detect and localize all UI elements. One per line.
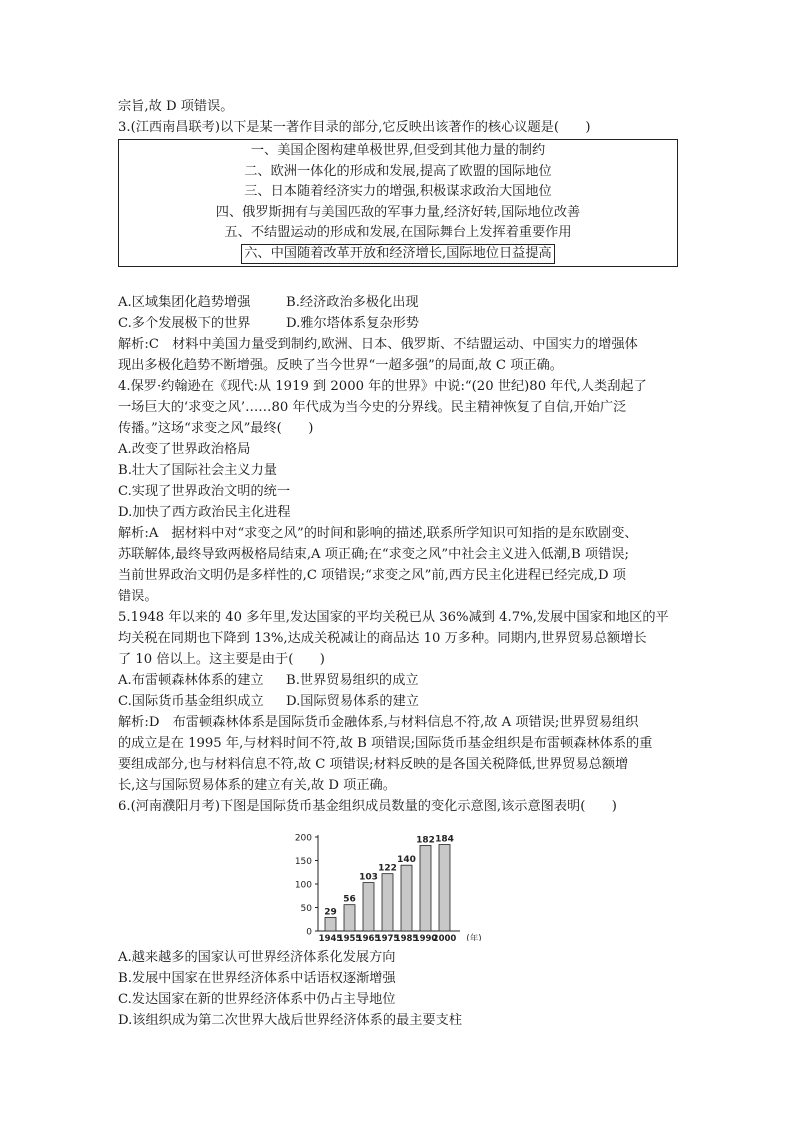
q3-contents-box <box>118 139 678 267</box>
y-tick-label: 150 <box>294 856 312 867</box>
x-tick-label: 1975 <box>375 933 400 941</box>
q3-box-line: 五、不结盟运动的形成和发展,在国际舞台上发挥着重要作用 <box>224 225 572 240</box>
q6-stem: 6.(河南濮阳月考)下图是国际货币基金组织成员数量的变化示意图,该示意图表明( ) <box>118 798 617 814</box>
data-label: 182 <box>416 834 435 845</box>
q4-analysis-line: 当前世界政治文明仍是多样性的,C 项错误;“求变之风”前,西方民主化进程已经完成,D 项 <box>118 567 626 583</box>
option-c[interactable]: C.国际货币基金组织成立 <box>118 693 264 709</box>
option-d[interactable]: D.国际贸易体系的建立 <box>286 693 419 709</box>
bar <box>344 904 355 930</box>
option-a[interactable]: A.改变了世界政治格局 <box>118 441 251 457</box>
y-tick-label: 100 <box>294 880 312 890</box>
bar <box>363 882 374 930</box>
y-tick-label: 200 <box>294 833 312 843</box>
bar-chart <box>118 819 680 941</box>
q5-analysis-line: 的成立是在 1995 年,与材料时间不符,故 B 项错误;国际货币基金组织是布雷顿森林体系的重 <box>118 735 653 751</box>
option-c[interactable]: C.发达国家在新的世界经济体系中仍占主导地位 <box>118 991 396 1007</box>
lead-text: 宗旨,故 D 项错误。 <box>118 99 234 114</box>
q3-box-line: 一、美国企图构建单极世界,但受到其他力量的制约 <box>250 143 546 158</box>
option-b[interactable]: B.壮大了国际社会主义力量 <box>118 462 277 478</box>
q3-options-row <box>118 292 680 313</box>
x-tick-label: 1985 <box>394 933 419 941</box>
data-label: 56 <box>343 894 356 905</box>
bar <box>420 845 431 931</box>
data-label: 184 <box>435 834 454 845</box>
x-axis-label: (年) <box>466 933 482 941</box>
option-a[interactable]: A.布雷顿森林体系的建立 <box>118 672 264 688</box>
q4-stem-line: 4.保罗·约翰逊在《现代:从 1919 到 2000 年的世界》中说:“(20 世纪)80 年代,人类刮起了 <box>118 378 647 394</box>
option-b[interactable]: B.经济政治多极化出现 <box>286 294 419 310</box>
option-b[interactable]: B.发展中国家在世界经济体系中话语权逐渐增强 <box>118 970 396 986</box>
bar <box>401 865 412 931</box>
chart-container <box>118 819 680 941</box>
q4-analysis-line: 解析:A 据材料中对“求变之风”的时间和影响的描述,联系所学知识可知指的是东欧剧变、 <box>118 525 638 541</box>
q4-stem-line: 一场巨大的‘求变之风’……80 年代成为当今史的分界线。民主精神恢复了自信,开始广泛 <box>118 399 627 415</box>
page <box>118 96 680 1031</box>
bar <box>439 844 450 930</box>
option-a[interactable]: A.越来越多的国家认可世界经济体系化发展方向 <box>118 949 396 965</box>
data-label: 29 <box>324 906 337 917</box>
x-tick-label: 1965 <box>356 933 381 941</box>
data-label: 122 <box>378 863 397 874</box>
x-tick-label: 1945 <box>318 933 343 941</box>
x-tick-label: 2000 <box>432 933 457 941</box>
q5-analysis-line: 要组成部分,也与材料信息不符,故 C 项错误;材料反映的是各国关税降低,世界贸易总额增 <box>118 756 629 772</box>
q3-box-line: 二、欧洲一体化的形成和发展,提高了欧盟的国际地位 <box>244 163 552 179</box>
data-label: 140 <box>397 854 416 865</box>
bar <box>325 917 336 931</box>
x-tick-label: 1955 <box>337 933 362 941</box>
q3-analysis-line: 现出多极化趋势不断增强。反映了当今世界“一超多强”的局面,故 C 项正确。 <box>118 357 563 373</box>
option-c[interactable]: C.多个发展极下的世界 <box>118 315 251 331</box>
q5-options-row <box>118 670 680 691</box>
option-b[interactable]: B.世界贸易组织的成立 <box>286 672 419 688</box>
q3-analysis-line: 解析:C 材料中美国力量受到制约,欧洲、日本、俄罗斯、不结盟运动、中国实力的增强体 <box>118 336 638 352</box>
y-tick-label: 0 <box>306 927 312 937</box>
y-tick-label: 50 <box>300 903 312 914</box>
option-d[interactable]: D.加快了西方政治民主化进程 <box>118 504 291 520</box>
q3-box-line-boxed: 六、中国随着改革开放和经济增长,国际地位日益提高 <box>241 244 555 264</box>
q5-options-row <box>118 691 680 712</box>
q4-analysis-line: 苏联解体,最终导致两极格局结束,A 项正确;在“求变之风”中社会主义进入低潮,B 项错误; <box>118 546 629 562</box>
q3-box-line: 四、俄罗斯拥有与美国匹敌的军事力量,经济好转,国际地位改善 <box>215 204 581 220</box>
q4-analysis-line: 错误。 <box>118 588 158 604</box>
q5-analysis-line: 长,这与国际贸易体系的建立有关,故 D 项正确。 <box>118 777 396 793</box>
q3-stem: 3.(江西南昌联考)以下是某一著作目录的部分,它反映出该著作的核心议题是( ) <box>118 120 591 135</box>
q3-box-line: 三、日本随着经济实力的增强,积极谋求政治大国地位 <box>244 184 552 199</box>
q5-analysis-line: 解析:D 布雷顿森林体系是国际货币金融体系,与材料信息不符,故 A 项错误;世界贸易组织 <box>118 714 639 730</box>
x-tick-label: 1990 <box>413 933 438 941</box>
q4-stem-line: 传播。”这场“求变之风”最终( ) <box>118 420 314 436</box>
q5-stem-line: 均关税在同期也下降到 13%,达成关税减让的商品达 10 万多种。同期内,世界贸易总额增长 <box>118 630 647 646</box>
option-a[interactable]: A.区域集团化趋势增强 <box>118 294 251 310</box>
option-d[interactable]: D.雅尔塔体系复杂形势 <box>286 315 419 331</box>
q3-options-row <box>118 313 680 334</box>
q5-stem-line: 了 10 倍以上。这主要是由于( ) <box>118 651 325 667</box>
option-d[interactable]: D.该组织成为第二次世界大战后世界经济体系的最主要支柱 <box>118 1012 462 1028</box>
bar <box>382 873 393 930</box>
q5-stem-line: 5.1948 年以来的 40 多年里,发达国家的平均关税已从 36%减到 4.7%,发展中国家和地区的平 <box>118 609 669 625</box>
option-c[interactable]: C.实现了世界政治文明的统一 <box>118 483 291 499</box>
data-label: 103 <box>359 872 378 883</box>
